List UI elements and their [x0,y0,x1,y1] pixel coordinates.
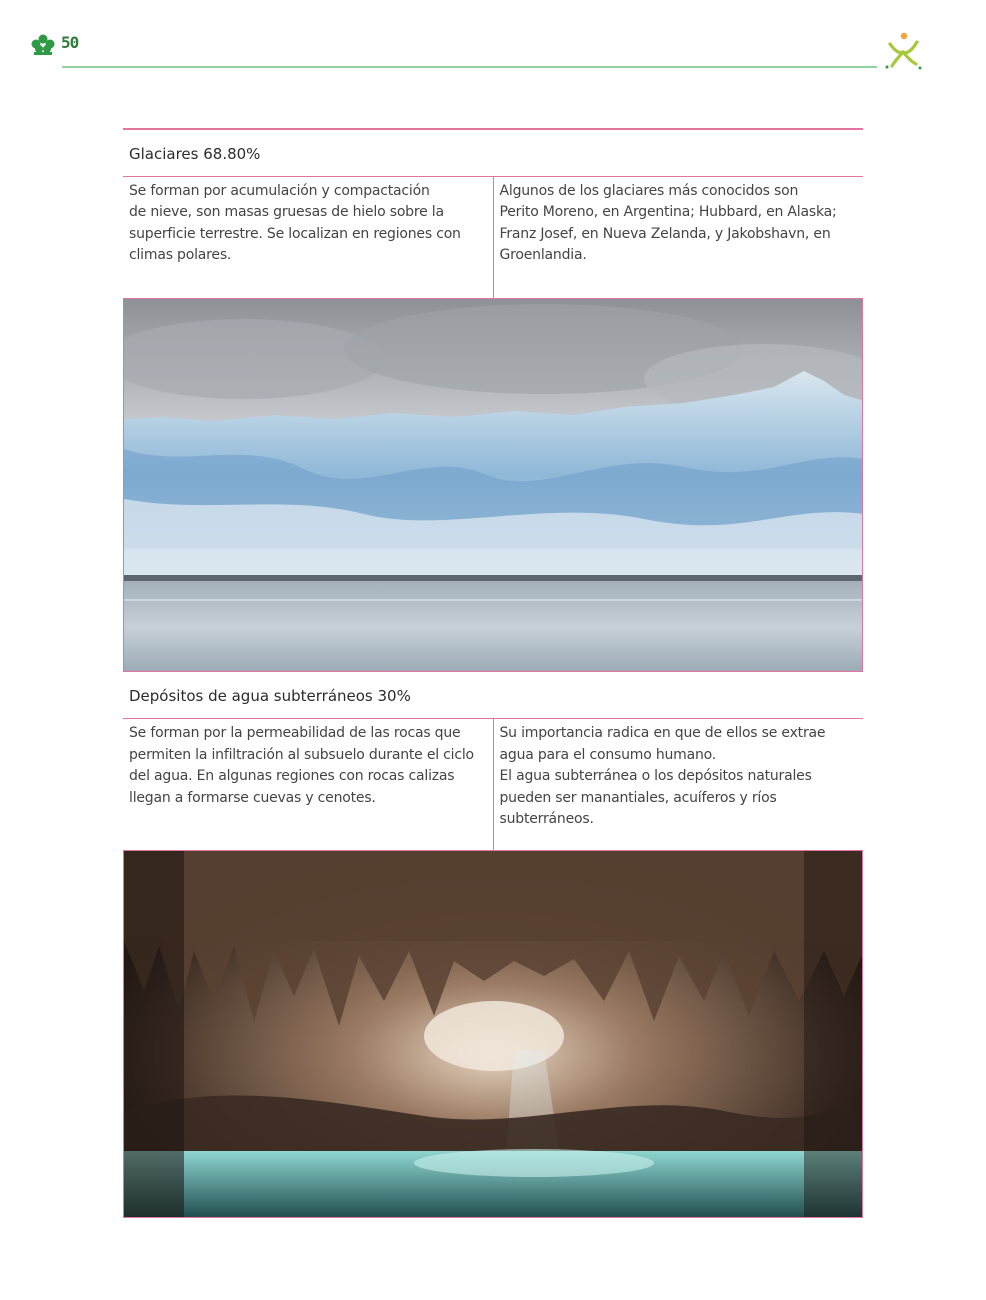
header-rule [62,66,877,68]
right-column-text: Su importancia radica en que de ellos se extrae agua para el consumo humano. El agua subterránea o los depósitos naturales pueden ser manantiales, acuíferos y ríos subterráneos. [499,725,826,827]
page-number: 50 [61,33,79,52]
section-title: Glaciares 68.80% [129,144,261,163]
glacier-photo [123,298,863,672]
right-column-text: Algunos de los glaciares más conocidos son Perito Moreno, en Argentina; Hubbard, en Alaska; Franz Josef, en Nueva Zelanda, y Jakobshavn, en Groenlandia. [499,182,837,263]
section-columns [123,176,863,299]
section-depositos [123,672,863,852]
cave-photo [123,850,863,1218]
left-column-text: Se forman por la permeabilidad de las rocas que permiten la infiltración al subsuelo durante el ciclo del agua. En algunas regiones con rocas calizas llegan a formarse cuevas y cenotes. [123,719,494,852]
page-header [0,0,986,80]
publisher-logo-icon [30,32,56,56]
series-logo-icon [882,30,924,72]
section-title: Depósitos de agua subterráneos 30% [129,687,411,705]
left-column-text: Se forman por acumulación y compactación de nieve, son masas gruesas de hielo sobre la superficie terrestre. Se localizan en regiones con climas polares. [123,177,494,299]
section-glaciares [123,128,863,299]
section-columns [123,718,863,852]
